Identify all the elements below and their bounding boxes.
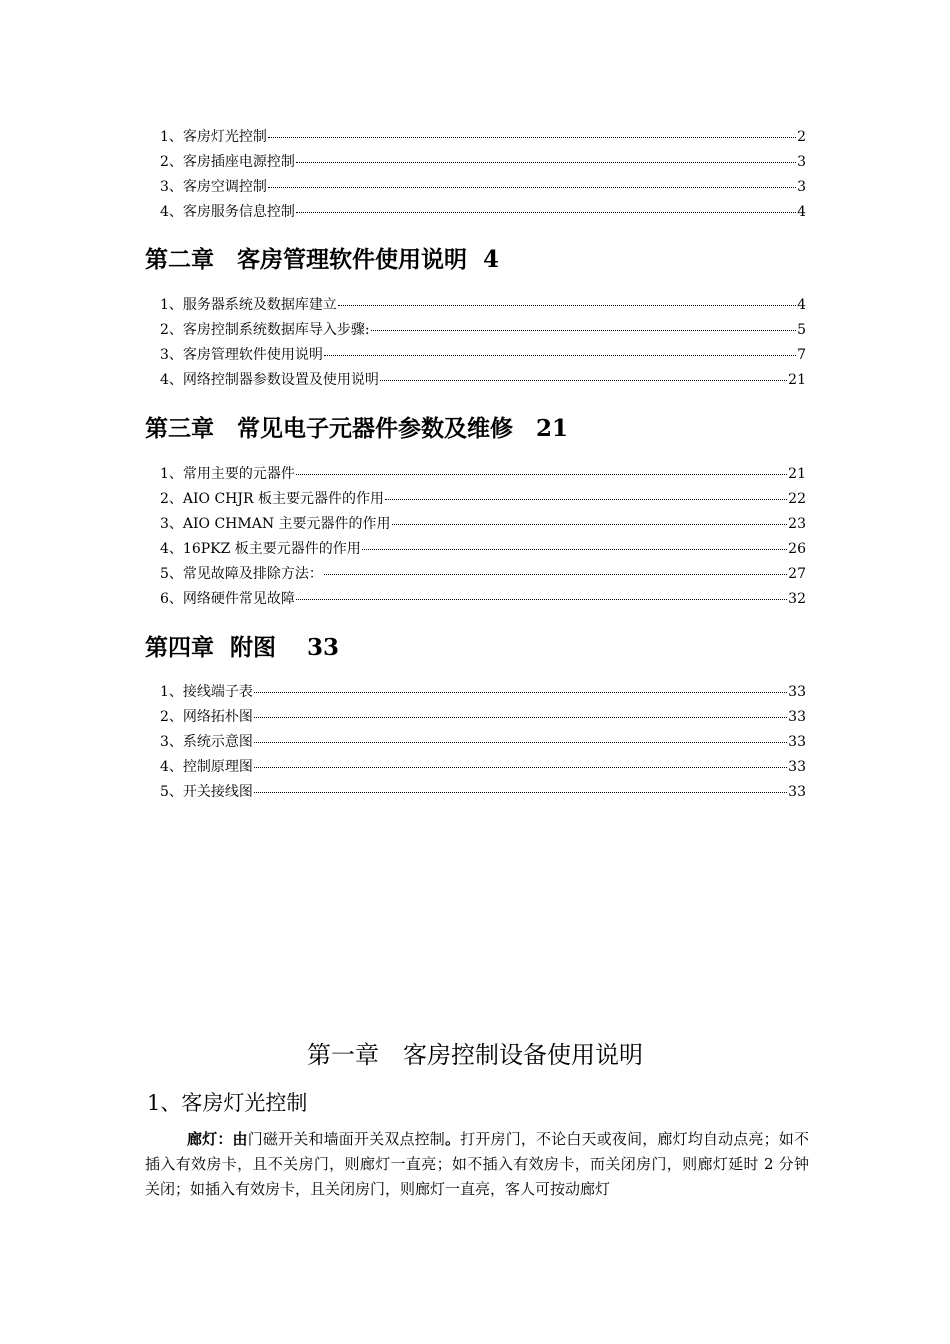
toc-entry-page-number: 22: [788, 491, 806, 507]
toc-entry-label: 6、网络硬件常见故障: [160, 591, 295, 607]
toc-leader-dots: [268, 137, 796, 138]
toc-entry-label: 4、客房服务信息控制: [160, 204, 295, 220]
section1-title: 1、客房灯光控制: [147, 1091, 308, 1115]
toc-entry-page-number: 32: [788, 591, 806, 607]
bold-period: 。: [444, 1130, 461, 1148]
toc-entry-label: 5、开关接线图: [160, 784, 253, 800]
toc-entry-label: 2、网络拓朴图: [160, 709, 253, 725]
toc-leader-dots: [254, 692, 787, 693]
toc-entry-page-number: 4: [797, 297, 806, 313]
toc-entry-page-number: 21: [788, 372, 806, 388]
toc-entry-label: 2、AIO CHJR 板主要元器件的作用: [160, 491, 384, 507]
toc-leader-dots: [380, 380, 787, 381]
toc-entry[interactable]: [160, 587, 806, 612]
toc-leader-dots: [338, 305, 796, 306]
toc-entry[interactable]: [160, 293, 806, 318]
bold-word: 由: [232, 1130, 248, 1148]
toc-leader-dots: [392, 524, 788, 525]
toc-leader-dots: [324, 574, 787, 575]
toc-leader-dots: [296, 162, 796, 163]
toc-entry[interactable]: [160, 125, 806, 150]
bold-phrase: 门磁开关和墙面开关双点控制: [247, 1130, 445, 1148]
toc-entry[interactable]: [160, 487, 806, 512]
toc-leader-dots: [371, 330, 796, 331]
toc-entry[interactable]: [160, 512, 806, 537]
toc-entry[interactable]: [160, 705, 806, 730]
chapter4-heading: 第四章 附图 33: [145, 634, 340, 661]
toc-entry-page-number: 7: [797, 347, 806, 363]
toc-entry-page-number: 27: [788, 566, 806, 582]
toc-entry-label: 3、客房管理软件使用说明: [160, 347, 323, 363]
toc-entry[interactable]: [160, 368, 806, 393]
toc-entry-label: 3、系统示意图: [160, 734, 253, 750]
toc-entry-label: 1、客房灯光控制: [160, 129, 267, 145]
toc-leader-dots: [385, 499, 787, 500]
toc-entry-label: 3、AIO CHMAN 主要元器件的作用: [160, 516, 391, 532]
toc-entry-label: 4、控制原理图: [160, 759, 253, 775]
toc-chapter3-list: [160, 462, 806, 612]
toc-leader-dots: [254, 767, 787, 768]
toc-entry[interactable]: [160, 780, 806, 805]
toc-entry[interactable]: [160, 175, 806, 200]
toc-entry-page-number: 23: [788, 516, 806, 532]
toc-entry[interactable]: [160, 730, 806, 755]
toc-entry-label: 2、客房控制系统数据库导入步骤:: [160, 322, 370, 338]
toc-leader-dots: [254, 792, 787, 793]
toc-chapter2-list: [160, 293, 806, 393]
toc-entry-label: 2、客房插座电源控制: [160, 154, 295, 170]
chapter1-title: 第一章 客房控制设备使用说明: [307, 1041, 643, 1069]
toc-leader-dots: [296, 474, 787, 475]
toc-entry-label: 1、常用主要的元器件: [160, 466, 295, 482]
toc-leader-dots: [324, 355, 796, 356]
toc-entry[interactable]: [160, 755, 806, 780]
toc-entry[interactable]: [160, 562, 806, 587]
toc-chapter4-list: [160, 680, 806, 805]
toc-leader-dots: [362, 549, 787, 550]
lead-bold-label: 廊灯：: [187, 1130, 233, 1148]
toc-entry[interactable]: [160, 150, 806, 175]
toc-entry-label: 3、客房空调控制: [160, 179, 267, 195]
toc-entry-page-number: 3: [797, 154, 806, 170]
toc-entry-label: 4、网络控制器参数设置及使用说明: [160, 372, 379, 388]
toc-entry-page-number: 33: [788, 684, 806, 700]
toc-entry[interactable]: [160, 537, 806, 562]
toc-entry-label: 1、服务器系统及数据库建立: [160, 297, 337, 313]
toc-leader-dots: [268, 187, 796, 188]
toc-entry[interactable]: [160, 462, 806, 487]
toc-entry-page-number: 2: [797, 129, 806, 145]
toc-leader-dots: [296, 212, 796, 213]
toc-entry-page-number: 5: [797, 322, 806, 338]
paragraph-text: 打开房门，不论白天或夜间，廊灯均自动点亮；如不插入有效房卡，且不关房门，则廊灯一直亮；如不插入有效房卡，而关闭房门，则廊灯延时 2 分钟关闭；如插入有效房卡，且关闭房门，则廊灯一直亮，客人可按动廊灯: [145, 1130, 809, 1198]
toc-leader-dots: [296, 599, 787, 600]
toc-entry[interactable]: [160, 200, 806, 225]
toc-entry-page-number: 33: [788, 734, 806, 750]
toc-entry-page-number: 4: [797, 204, 806, 220]
toc-entry[interactable]: [160, 680, 806, 705]
toc-leader-dots: [254, 717, 787, 718]
body-paragraph: [145, 1127, 809, 1202]
toc-entry-page-number: 21: [788, 466, 806, 482]
toc-entry-page-number: 26: [788, 541, 806, 557]
toc-entry-page-number: 3: [797, 179, 806, 195]
toc-chapter1-list: [160, 125, 806, 225]
toc-entry-label: 4、16PKZ 板主要元器件的作用: [160, 541, 361, 557]
toc-entry-page-number: 33: [788, 709, 806, 725]
toc-entry-label: 1、接线端子表: [160, 684, 253, 700]
toc-entry[interactable]: [160, 318, 806, 343]
toc-leader-dots: [254, 742, 787, 743]
toc-entry-page-number: 33: [788, 759, 806, 775]
toc-entry-page-number: 33: [788, 784, 806, 800]
toc-entry-label: 5、常见故障及排除方法：: [160, 566, 323, 582]
toc-entry[interactable]: [160, 343, 806, 368]
chapter2-heading: 第二章 客房管理软件使用说明 4: [145, 246, 500, 273]
chapter3-heading: 第三章 常见电子元器件参数及维修 21: [145, 415, 569, 442]
